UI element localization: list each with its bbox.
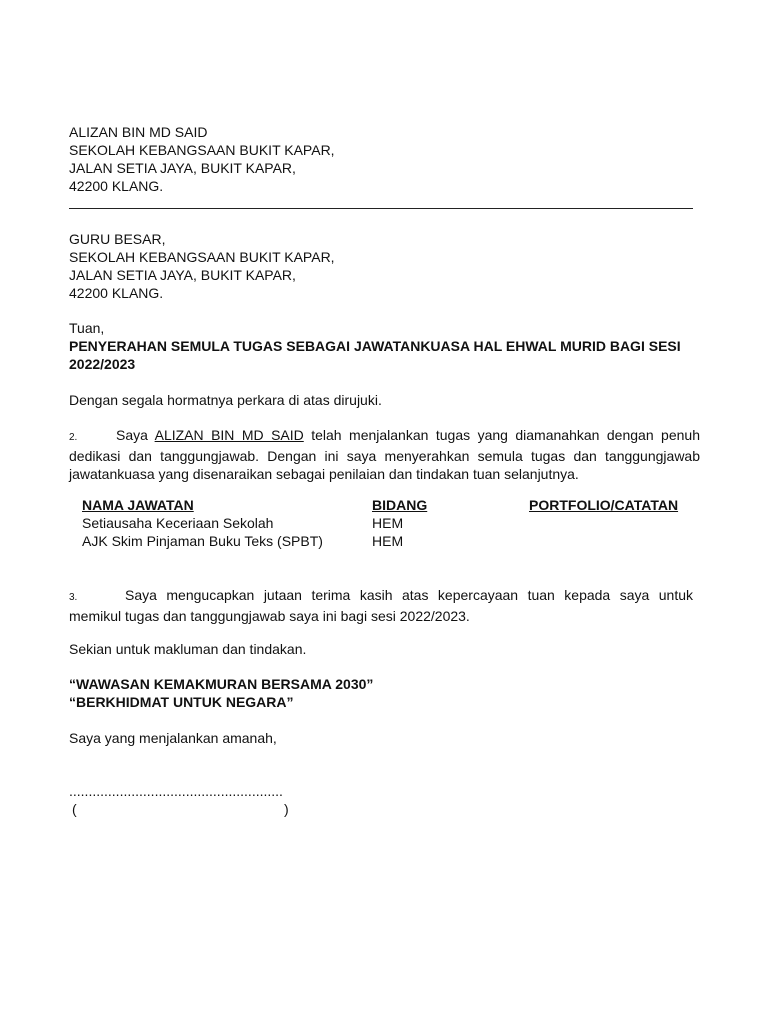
closing-line: Sekian untuk makluman dan tindakan. — [69, 641, 307, 657]
row-2-bidang: HEM — [372, 533, 404, 549]
sender-street: JALAN SETIA JAYA, BUKIT KAPAR, — [69, 160, 296, 176]
sender-city: 42200 KLANG. — [69, 178, 164, 194]
sender-address — [69, 123, 700, 195]
table-row — [82, 514, 702, 532]
signature-line: ....................................................... — [69, 783, 283, 799]
intro-paragraph: Dengan segala hormatnya perkara di atas dirujuki. — [69, 392, 382, 408]
paragraph-2 — [69, 426, 700, 483]
signature-name-placeholder — [69, 800, 700, 818]
header-nama-jawatan: NAMA JAWATAN — [82, 497, 194, 513]
signoff: Saya yang menjalankan amanah, — [69, 730, 277, 746]
signature-close-paren: ) — [284, 801, 289, 817]
row-2-jawatan: AJK Skim Pinjaman Buku Teks (SPBT) — [82, 533, 323, 549]
duty-table — [82, 496, 702, 550]
recipient-title: GURU BESAR, — [69, 231, 166, 247]
motto-berkhidmat: “BERKHIDMAT UNTUK NEGARA” — [69, 694, 294, 710]
paragraph-2-number: 2. — [69, 432, 78, 443]
sender-name: ALIZAN BIN MD SAID — [69, 124, 208, 140]
header-bidang: BIDANG — [372, 497, 428, 513]
row-1-bidang: HEM — [372, 515, 404, 531]
address-divider — [69, 208, 693, 209]
row-1-portfolio — [529, 514, 702, 532]
table-header-row — [82, 496, 702, 514]
row-1-jawatan: Setiausaha Keceriaan Sekolah — [82, 515, 274, 531]
letter-subject: PENYERAHAN SEMULA TUGAS SEBAGAI JAWATANKUASA HAL EHWAL MURID BAGI SESI 2022/2023 — [69, 338, 681, 372]
mottos — [69, 675, 700, 711]
sender-school: SEKOLAH KEBANGSAAN BUKIT KAPAR, — [69, 142, 335, 158]
signature-block — [69, 782, 700, 818]
recipient-city: 42200 KLANG. — [69, 285, 164, 301]
paragraph-3 — [69, 586, 693, 625]
signature-open-paren: ( — [72, 801, 77, 817]
motto-wawasan: “WAWASAN KEMAKMURAN BERSAMA 2030” — [69, 676, 374, 692]
table-row — [82, 532, 702, 550]
recipient-street: JALAN SETIA JAYA, BUKIT KAPAR, — [69, 267, 296, 283]
row-2-portfolio — [529, 532, 702, 550]
paragraph-2-name: ALIZAN BIN MD SAID — [154, 427, 304, 443]
paragraph-2-text: telah menjalankan tugas yang diamanahkan dengan penuh dedikasi dan tanggungjawab. Dengan ini saya menyerahkan semula tugas dan tanggungjawab jawatankuasa yang disenaraikan sebagai penilaian dan tindakan tuan selanjutnya. — [69, 427, 700, 482]
paragraph-2-prefix: Saya — [116, 427, 148, 443]
header-portfolio: PORTFOLIO/CATATAN — [529, 497, 679, 513]
recipient-address — [69, 230, 700, 302]
recipient-school: SEKOLAH KEBANGSAAN BUKIT KAPAR, — [69, 249, 335, 265]
paragraph-3-number: 3. — [69, 592, 78, 603]
salutation: Tuan, — [69, 320, 105, 336]
paragraph-3-text: Saya mengucapkan jutaan terima kasih atas kepercayaan tuan kepada saya untuk memikul tugas dan tanggungjawab saya ini bagi sesi 2022/2023. — [69, 587, 693, 624]
